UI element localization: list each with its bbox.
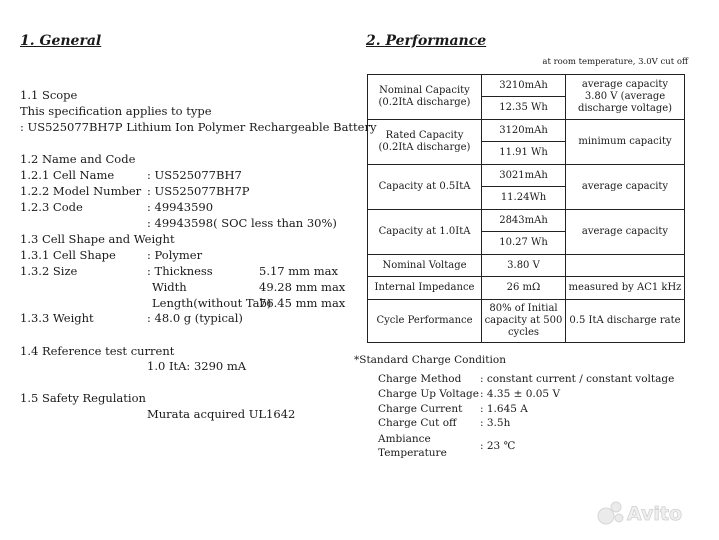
safety-value: Murata acquired UL1642 [147,407,296,421]
capacity-05-note: average capacity [566,165,685,210]
rated-capacity-label-line2: (0.2ItA discharge) [378,142,471,153]
capacity-05-wh: 11.24Wh [482,187,566,210]
charge-title: *Standard Charge Condition [354,354,506,366]
capacity-05-label: Capacity at 0.5ItA [368,165,482,210]
nominal-capacity-note-line2: 3.80 V (average [584,91,666,102]
nominal-capacity-note-line1: average capacity [581,79,669,90]
table-row [368,210,685,232]
avito-logo-icon [595,497,705,527]
rated-capacity-note: minimum capacity [566,120,685,165]
scope-title: 1.1 Scope [20,88,78,102]
table-row [368,75,685,97]
rated-capacity-mah: 3120mAh [482,120,566,142]
nominal-voltage-note [566,255,685,277]
capacity-05-mah: 3021mAh [482,165,566,187]
weight-label: 1.3.3 Weight [20,311,94,325]
model-number-value: : US525077BH7P [147,184,250,198]
cycle-performance-note: 0.5 ItA discharge rate [566,300,685,343]
internal-impedance-value: 26 mΩ [482,277,566,300]
performance-heading: 2. Performance [366,33,487,49]
capacity-10-note: average capacity [566,210,685,255]
code-label: 1.2.3 Code [20,200,83,214]
capacity-10-mah: 2843mAh [482,210,566,232]
cycle-performance-value-line2: capacity at 500 [484,315,563,326]
nominal-capacity-label-line1: Nominal Capacity [379,85,470,96]
avito-text: Avito [627,503,683,525]
general-heading: 1. General [20,33,102,49]
cycle-performance-label: Cycle Performance [368,300,482,343]
rated-capacity-label [368,120,482,165]
charge-method-value: : constant current / constant voltage [480,373,675,385]
thickness-value: 5.17 mm max [259,264,338,278]
nominal-capacity-label [368,75,482,120]
charge-current-value: : 1.645 A [480,403,528,415]
charge-cutoff-value: : 3.5h [480,417,511,429]
internal-impedance-label: Internal Impedance [368,277,482,300]
charge-cutoff-label: Charge Cut off [378,417,457,429]
length-value: 76.45 mm max [259,296,346,310]
code-value-1: : 49943590 [147,200,214,214]
nominal-voltage-label: Nominal Voltage [368,255,482,277]
table-row [368,300,685,343]
ref-current-title: 1.4 Reference test current [20,344,175,358]
nominal-capacity-note-line3: discharge voltage) [577,103,673,114]
cell-name-value: : US525077BH7 [147,168,242,182]
safety-title: 1.5 Safety Regulation [20,391,146,405]
avito-watermark [595,497,705,531]
weight-value: : 48.0 g (typical) [147,311,243,325]
width-label: Width [152,280,187,294]
ambiance-value: : 23 ℃ [480,440,516,452]
name-code-title: 1.2 Name and Code [20,152,136,166]
nominal-capacity-wh: 12.35 Wh [482,97,566,120]
cycle-performance-value [482,300,566,343]
rated-capacity-label-line1: Rated Capacity [385,130,464,141]
charge-voltage-label: Charge Up Voltage [378,388,479,400]
table-row [368,120,685,142]
shape-weight-title: 1.3 Cell Shape and Weight [20,232,175,246]
performance-table [367,74,685,343]
ambiance-label-line1: Ambiance [378,433,431,445]
cycle-performance-value-line3: cycles [507,327,540,338]
performance-note: at room temperature, 3.0V cut off [542,57,688,67]
ref-current-value: 1.0 ItA: 3290 mA [147,359,247,373]
cycle-performance-value-line1: 80% of Initial [489,303,558,314]
table-row [368,165,685,187]
ambiance-label-line2: Temperature [378,447,447,459]
table-row [368,277,685,300]
nominal-capacity-note [566,75,685,120]
rated-capacity-wh: 11.91 Wh [482,142,566,165]
length-label: Length(without Tab) [152,296,272,310]
capacity-10-wh: 10.27 Wh [482,232,566,255]
table-row [368,255,685,277]
cell-shape-label: 1.3.1 Cell Shape [20,248,116,262]
thickness-label: : Thickness [147,264,213,278]
code-value-2: : 49943598( SOC less than 30%) [147,216,337,230]
internal-impedance-note: measured by AC1 kHz [566,277,685,300]
nominal-capacity-mah: 3210mAh [482,75,566,97]
width-value: 49.28 mm max [259,280,346,294]
model-number-label: 1.2.2 Model Number [20,184,142,198]
scope-text: This specification applies to type [20,104,212,118]
cell-name-label: 1.2.1 Cell Name [20,168,115,182]
charge-method-label: Charge Method [378,373,462,385]
capacity-10-label: Capacity at 1.0ItA [368,210,482,255]
cell-shape-value: : Polymer [147,248,203,262]
charge-voltage-value: : 4.35 ± 0.05 V [480,388,561,400]
charge-current-label: Charge Current [378,403,463,415]
nominal-capacity-label-line2: (0.2ItA discharge) [378,97,471,108]
size-label: 1.3.2 Size [20,264,78,278]
scope-type: : US525077BH7P Lithium Ion Polymer Rechargeable Battery [20,120,377,134]
nominal-voltage-value: 3.80 V [482,255,566,277]
